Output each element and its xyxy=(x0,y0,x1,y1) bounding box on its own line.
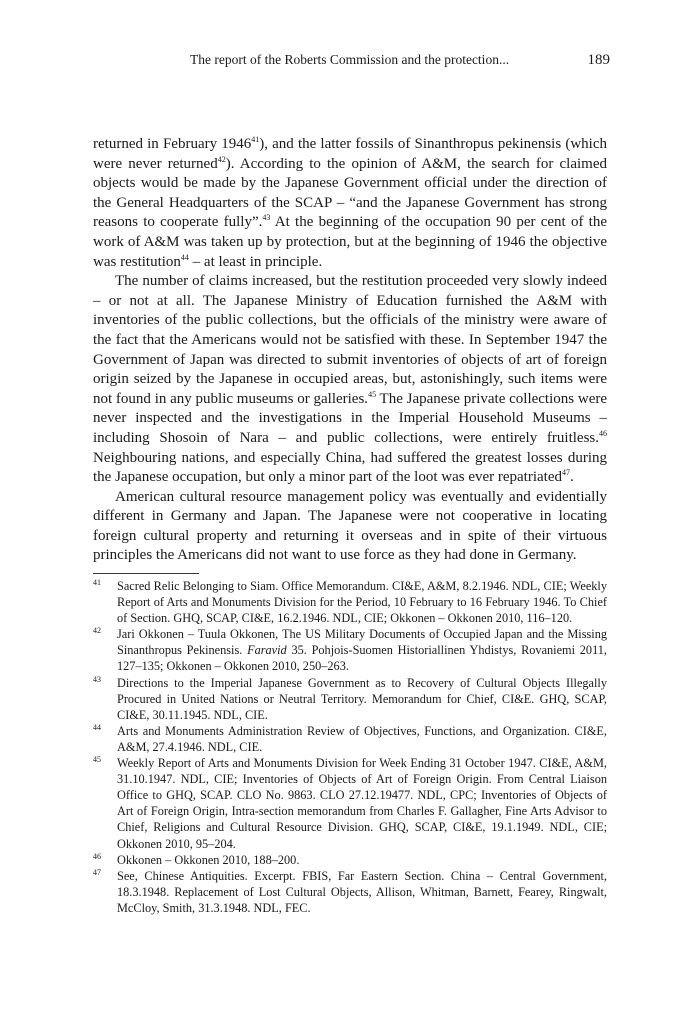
footnote-ref-45: 45 xyxy=(368,389,377,399)
footnote-number: 45 xyxy=(93,755,101,765)
footnote-ref-42: 42 xyxy=(217,154,226,164)
footnote-text: See, Chinese Antiquities. Excerpt. FBIS, Far Eastern Section. China – Central Government, 18.3.1948. Replacement of Lost Cultural Objects, Allison, Whitman, Barnett, Fearey, Ringwalt, McCloy, Smith, 31.3.1948. NDL, FEC. xyxy=(117,868,607,915)
footnote-ref-41: 41 xyxy=(251,135,260,144)
page-number: 189 xyxy=(587,52,610,68)
footnote-45 xyxy=(93,755,607,852)
footnote-text: Arts and Monuments Administration Review of Objectives, Functions, and Organization. CI&E, A&M, 27.4.1946. NDL, CIE. xyxy=(117,723,607,754)
footnote-number: 47 xyxy=(93,867,101,877)
footnote-text: Okkonen – Okkonen 2010, 188–200. xyxy=(117,852,300,867)
journal-title: Faravid xyxy=(247,643,287,658)
footnote-ref-44: 44 xyxy=(180,252,189,262)
text-run: – at least in principle. xyxy=(188,253,323,270)
footnote-ref-46: 46 xyxy=(599,428,607,438)
footnote-text: Weekly Report of Arts and Monuments Division for Week Ending 31 October 1947. CI&E, A&M, 31.10.1947. NDL, CIE; Inventories of Objects of Art of Foreign Origin. From Central Liaison Office to GHQ, SCAP. CLO No. 9863. CLO 27.12.19477. NDL, CPC; Inventories of Objects of Art of Foreign Origin, Intra-section memorandum from Charles F. Gallagher, Fine Arts Advisor to Chief, Religions and Cultural Resource Division. GHQ, SCAP, CI&E, 19.1.1949. NDL, CIE; Okkonen 2010, 95–204. xyxy=(117,756,607,851)
footnote-number: 44 xyxy=(93,722,101,732)
text-run: returned in February 1946 xyxy=(93,136,252,152)
text-run: The Japanese private collections were never inspected and the investigations in the Imperial Household Museums – including Shosoin of Nara – and public collections, were entirely fruitless. xyxy=(93,390,608,446)
paragraph-3: American cultural resource management policy was eventually and evidentially different in Germany and Japan. The Japanese were not cooperative in locating foreign cultural property and returning it overseas and in spite of their virtuous principles the Americans did not want to use force as they had done in Germany. xyxy=(93,488,607,564)
footnote-text: Directions to the Imperial Japanese Government as to Recovery of Cultural Objects Illegally Procured in United Nations or Neutral Territory. Memorandum for Chief, CI&E. GHQ, SCAP, CI&E, 30.11.1945. NDL, CIE. xyxy=(117,675,607,722)
text-run: At the beginning of the occupation 90 per cent of the work of A&M was taken up by protection, but at the beginning of 1946 the objective was restitution xyxy=(93,214,608,270)
running-title: The report of the Roberts Commission and the protection... xyxy=(190,52,510,67)
footnote-number: 42 xyxy=(93,626,101,636)
footnote-ref-47: 47 xyxy=(562,468,570,478)
text-run: . xyxy=(570,469,574,486)
footnote-43 xyxy=(93,675,607,723)
footnote-47 xyxy=(93,868,607,916)
footnote-41 xyxy=(93,578,607,626)
text-run: Neighbouring nations, and especially China, had suffered the greatest losses during the Japanese occupation, but only a minor part of the loot was ever repatriated xyxy=(93,449,607,486)
footnote-number: 46 xyxy=(93,851,101,861)
footnote-ref-43: 43 xyxy=(262,213,271,223)
body-text xyxy=(93,135,607,566)
paragraph-2 xyxy=(93,272,607,488)
paragraph-1 xyxy=(93,135,607,272)
text-run: The number of claims increased, but the restitution proceeded very slowly indeed – or not at all. The Japanese Ministry of Education furnished the A&M with inventories of the public collections, but the officials of the ministry were aware of the fact that the Americans would not be satisfied with these. In September 1947 the Government of Japan was directed to submit inventories of objects of art of foreign origin seized by the Japanese in occupied areas, but, astonishingly, such items were not found in any public museums or galleries. xyxy=(93,273,607,407)
footnote-text: 35. Pohjois-Suomen Historiallinen Yhdistys, Rovaniemi 2011, 127–135; Okkonen – Okkonen 2010, 250–263. xyxy=(117,643,607,674)
text-run: ). According to the opinion of A&M, the search for claimed objects would be made by the Japanese Government official under the direction of the General Headquarters of the SCAP – “and the Japanese Government has strong reasons to cooperate fully”. xyxy=(93,155,607,231)
footnote-42 xyxy=(93,626,607,674)
footnote-rule xyxy=(93,573,199,574)
footnote-number: 43 xyxy=(93,674,101,684)
footnotes xyxy=(93,578,607,916)
footnote-44 xyxy=(93,723,607,755)
footnote-text: Jari Okkonen – Tuula Okkonen, The US Military Documents of Occupied Japan and the Missing Sinanthropus Pekinensis. xyxy=(117,627,607,658)
footnote-number: 41 xyxy=(93,578,101,587)
footnote-46 xyxy=(93,852,607,868)
footnote-text: Sacred Relic Belonging to Siam. Office Memorandum. CI&E, A&M, 8.2.1946. NDL, CIE; Weekly Report of Arts and Monuments Division for the Period, 10 February to 16 February 1946. To Chief of Section. GHQ, SCAP, CI&E, 16.2.1946. NDL, CIE; Okkonen – Okkonen 2010, 116–120. xyxy=(117,579,607,626)
text-run: ), and the latter fossils of Sinanthropus pekinensis (which were never returned xyxy=(93,136,607,172)
